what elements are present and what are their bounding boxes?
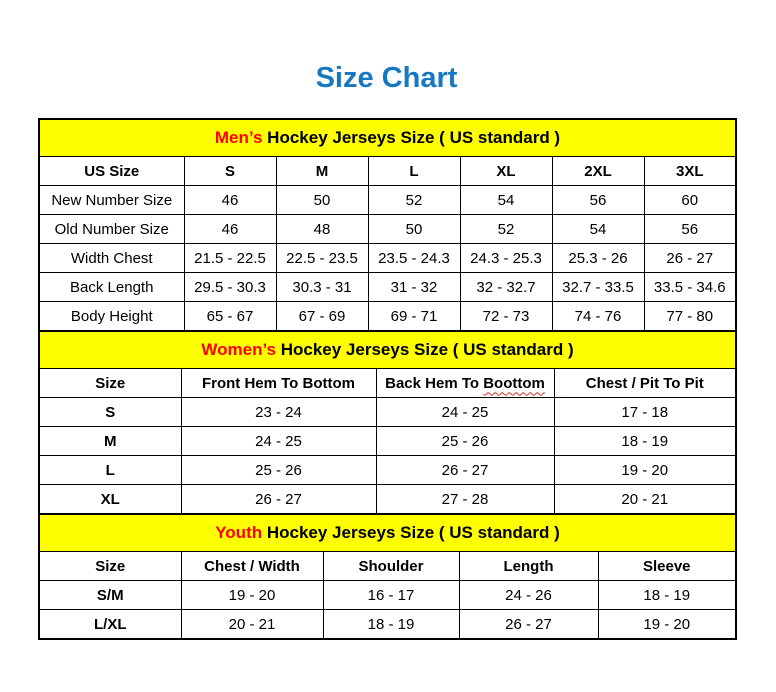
table-row	[39, 186, 736, 215]
row-label: Back Length	[39, 273, 184, 302]
data-cell: 24 - 25	[376, 398, 554, 427]
data-cell: 60	[644, 186, 736, 215]
data-cell: 19 - 20	[598, 610, 736, 640]
data-cell: 24.3 - 25.3	[460, 244, 552, 273]
mens-col-header-s: S	[184, 157, 276, 186]
table-row	[39, 456, 736, 485]
womens-header-row	[39, 369, 736, 398]
data-cell: 54	[460, 186, 552, 215]
data-cell: 25 - 26	[181, 456, 376, 485]
data-cell: 26 - 27	[459, 610, 598, 640]
data-cell: 69 - 71	[368, 302, 460, 332]
data-cell: 65 - 67	[184, 302, 276, 332]
row-label: L/XL	[39, 610, 181, 640]
row-label: Width Chest	[39, 244, 184, 273]
data-cell: 18 - 19	[554, 427, 736, 456]
row-label: Body Height	[39, 302, 184, 332]
youth-col-header-length: Length	[459, 552, 598, 581]
mens-col-header-m: M	[276, 157, 368, 186]
mens-section-band	[39, 119, 736, 157]
womens-col-header-size: Size	[39, 369, 181, 398]
data-cell: 29.5 - 30.3	[184, 273, 276, 302]
table-row	[39, 273, 736, 302]
page-title: Size Chart	[315, 62, 458, 94]
womens-col-header-chest: Chest / Pit To Pit	[554, 369, 736, 398]
womens-col-header-back-hem	[376, 369, 554, 398]
womens-size-table	[38, 330, 737, 515]
data-cell: 19 - 20	[554, 456, 736, 485]
youth-section-title	[39, 514, 736, 552]
data-cell: 72 - 73	[460, 302, 552, 332]
data-cell: 24 - 25	[181, 427, 376, 456]
data-cell: 33.5 - 34.6	[644, 273, 736, 302]
mens-header-row	[39, 157, 736, 186]
row-label: Old Number Size	[39, 215, 184, 244]
data-cell: 27 - 28	[376, 485, 554, 515]
youth-col-header-chest-width: Chest / Width	[181, 552, 323, 581]
data-cell: 32.7 - 33.5	[552, 273, 644, 302]
youth-col-header-sleeve: Sleeve	[598, 552, 736, 581]
data-cell: 19 - 20	[181, 581, 323, 610]
data-cell: 48	[276, 215, 368, 244]
row-label: XL	[39, 485, 181, 515]
data-cell: 74 - 76	[552, 302, 644, 332]
mens-section-title-rest: Hockey Jerseys Size ( US standard )	[267, 128, 561, 147]
data-cell: 56	[644, 215, 736, 244]
data-cell: 26 - 27	[376, 456, 554, 485]
mens-section-title-highlight: Men’s	[214, 128, 263, 147]
data-cell: 26 - 27	[181, 485, 376, 515]
row-label: S/M	[39, 581, 181, 610]
mens-col-header-xl: XL	[460, 157, 552, 186]
youth-header-row	[39, 552, 736, 581]
size-chart-document	[38, 0, 735, 640]
data-cell: 67 - 69	[276, 302, 368, 332]
mens-col-header-l: L	[368, 157, 460, 186]
data-cell: 32 - 32.7	[460, 273, 552, 302]
table-row	[39, 244, 736, 273]
data-cell: 50	[368, 215, 460, 244]
table-row	[39, 485, 736, 515]
data-cell: 23 - 24	[181, 398, 376, 427]
youth-size-table	[38, 513, 737, 640]
data-cell: 25 - 26	[376, 427, 554, 456]
back-hem-label-part: Back Hem To	[385, 374, 480, 392]
row-label: New Number Size	[39, 186, 184, 215]
data-cell: 25.3 - 26	[552, 244, 644, 273]
youth-col-header-size: Size	[39, 552, 181, 581]
womens-section-band	[39, 331, 736, 369]
data-cell: 54	[552, 215, 644, 244]
data-cell: 22.5 - 23.5	[276, 244, 368, 273]
data-cell: 18 - 19	[598, 581, 736, 610]
data-cell: 56	[552, 186, 644, 215]
data-cell: 23.5 - 24.3	[368, 244, 460, 273]
table-row	[39, 215, 736, 244]
womens-section-title-highlight: Women’s	[201, 340, 276, 359]
data-cell: 31 - 32	[368, 273, 460, 302]
data-cell: 46	[184, 215, 276, 244]
womens-section-title	[39, 331, 736, 369]
back-hem-misspelled-word: Boottom	[483, 374, 545, 392]
data-cell: 52	[368, 186, 460, 215]
mens-col-header-us-size: US Size	[39, 157, 184, 186]
mens-size-table	[38, 118, 737, 332]
data-cell: 18 - 19	[323, 610, 459, 640]
mens-col-header-3xl: 3XL	[644, 157, 736, 186]
mens-section-title	[39, 119, 736, 157]
youth-section-title-rest: Hockey Jerseys Size ( US standard )	[266, 523, 560, 542]
row-label: M	[39, 427, 181, 456]
data-cell: 20 - 21	[181, 610, 323, 640]
data-cell: 21.5 - 22.5	[184, 244, 276, 273]
data-cell: 16 - 17	[323, 581, 459, 610]
data-cell: 30.3 - 31	[276, 273, 368, 302]
data-cell: 50	[276, 186, 368, 215]
data-cell: 20 - 21	[554, 485, 736, 515]
table-row	[39, 427, 736, 456]
table-row	[39, 398, 736, 427]
data-cell: 77 - 80	[644, 302, 736, 332]
youth-section-title-highlight: Youth	[215, 523, 263, 542]
mens-col-header-2xl: 2XL	[552, 157, 644, 186]
data-cell: 26 - 27	[644, 244, 736, 273]
youth-col-header-shoulder: Shoulder	[323, 552, 459, 581]
data-cell: 17 - 18	[554, 398, 736, 427]
table-row	[39, 581, 736, 610]
womens-section-title-rest: Hockey Jerseys Size ( US standard )	[280, 340, 574, 359]
womens-col-header-front-hem: Front Hem To Bottom	[181, 369, 376, 398]
data-cell: 46	[184, 186, 276, 215]
row-label: L	[39, 456, 181, 485]
youth-section-band	[39, 514, 736, 552]
table-row	[39, 302, 736, 332]
table-row	[39, 610, 736, 640]
data-cell: 52	[460, 215, 552, 244]
data-cell: 24 - 26	[459, 581, 598, 610]
row-label: S	[39, 398, 181, 427]
